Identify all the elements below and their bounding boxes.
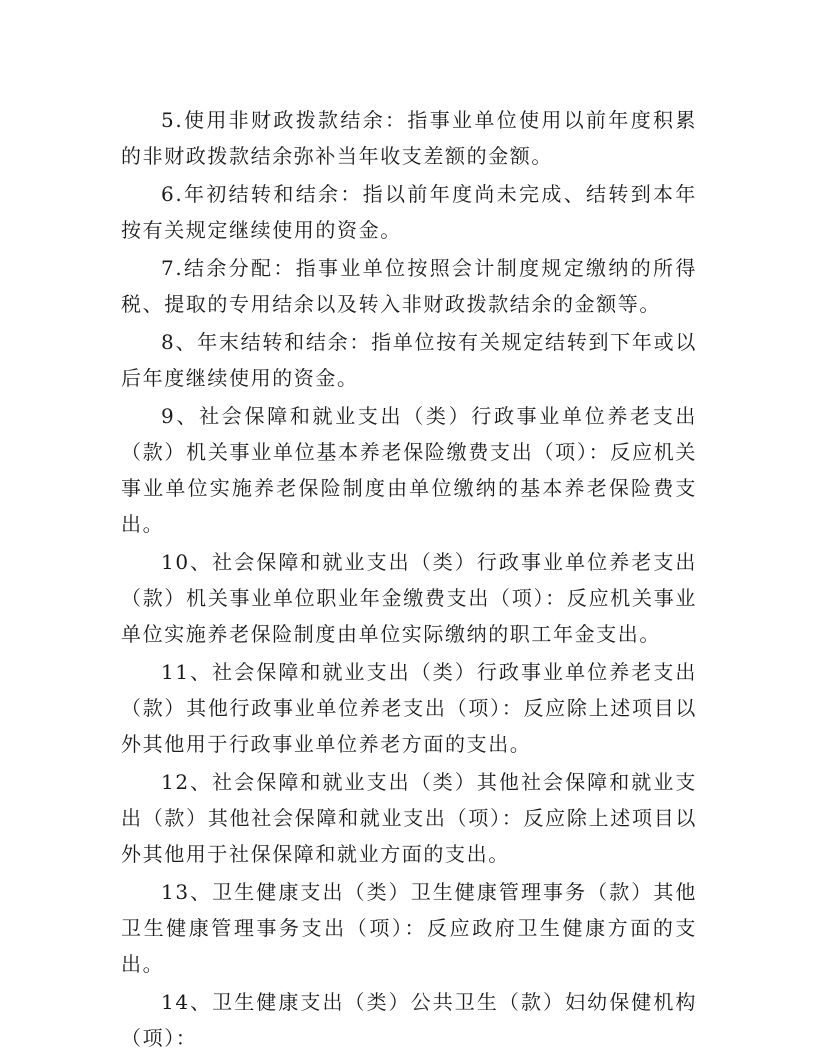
paragraph-14-maternal-child-health: 14、卫生健康支出（类）公共卫生（款）妇幼保健机构（项）： [121, 990, 697, 1050]
paragraph-10-occupational-annuity: 10、社会保障和就业支出（类）行政事业单位养老支出（款）机关事业单位职业年金缴费支出（项）：反应机关事业单位实施养老保险制度由单位实际缴纳的职工年金支出。 [121, 550, 697, 646]
paragraph-9-basic-pension: 9、社会保障和就业支出（类）行政事业单位养老支出（款）机关事业单位基本养老保险缴费支出（项）：反应机关事业单位实施养老保险制度由单位缴纳的基本养老保险费支出。 [121, 404, 697, 536]
paragraph-7-surplus-distribution: 7.结余分配：指事业单位按照会计制度规定缴纳的所得税、提取的专用结余以及转入非财政拨款结余的金额等。 [121, 256, 697, 316]
paragraph-13-health-management: 13、卫生健康支出（类）卫生健康管理事务（款）其他卫生健康管理事务支出（项）：反应政府卫生健康方面的支出。 [121, 880, 697, 976]
paragraph-5-nonfiscal-surplus: 5.使用非财政拨款结余：指事业单位使用以前年度积累的非财政拨款结余弥补当年收支差额的金额。 [121, 108, 697, 168]
paragraph-6-opening-carryover: 6.年初结转和结余：指以前年度尚未完成、结转到本年按有关规定继续使用的资金。 [121, 182, 697, 242]
paragraph-11-other-pension: 11、社会保障和就业支出（类）行政事业单位养老支出（款）其他行政事业单位养老支出（项）：反应除上述项目以外其他用于行政事业单位养老方面的支出。 [121, 660, 697, 756]
paragraph-12-other-social-security: 12、社会保障和就业支出（类）其他社会保障和就业支出（款）其他社会保障和就业支出（项）：反应除上述项目以外其他用于社保保障和就业方面的支出。 [121, 770, 697, 866]
paragraph-8-closing-carryover: 8、年末结转和结余：指单位按有关规定结转到下年或以后年度继续使用的资金。 [121, 330, 697, 390]
document-body [121, 102, 697, 1058]
